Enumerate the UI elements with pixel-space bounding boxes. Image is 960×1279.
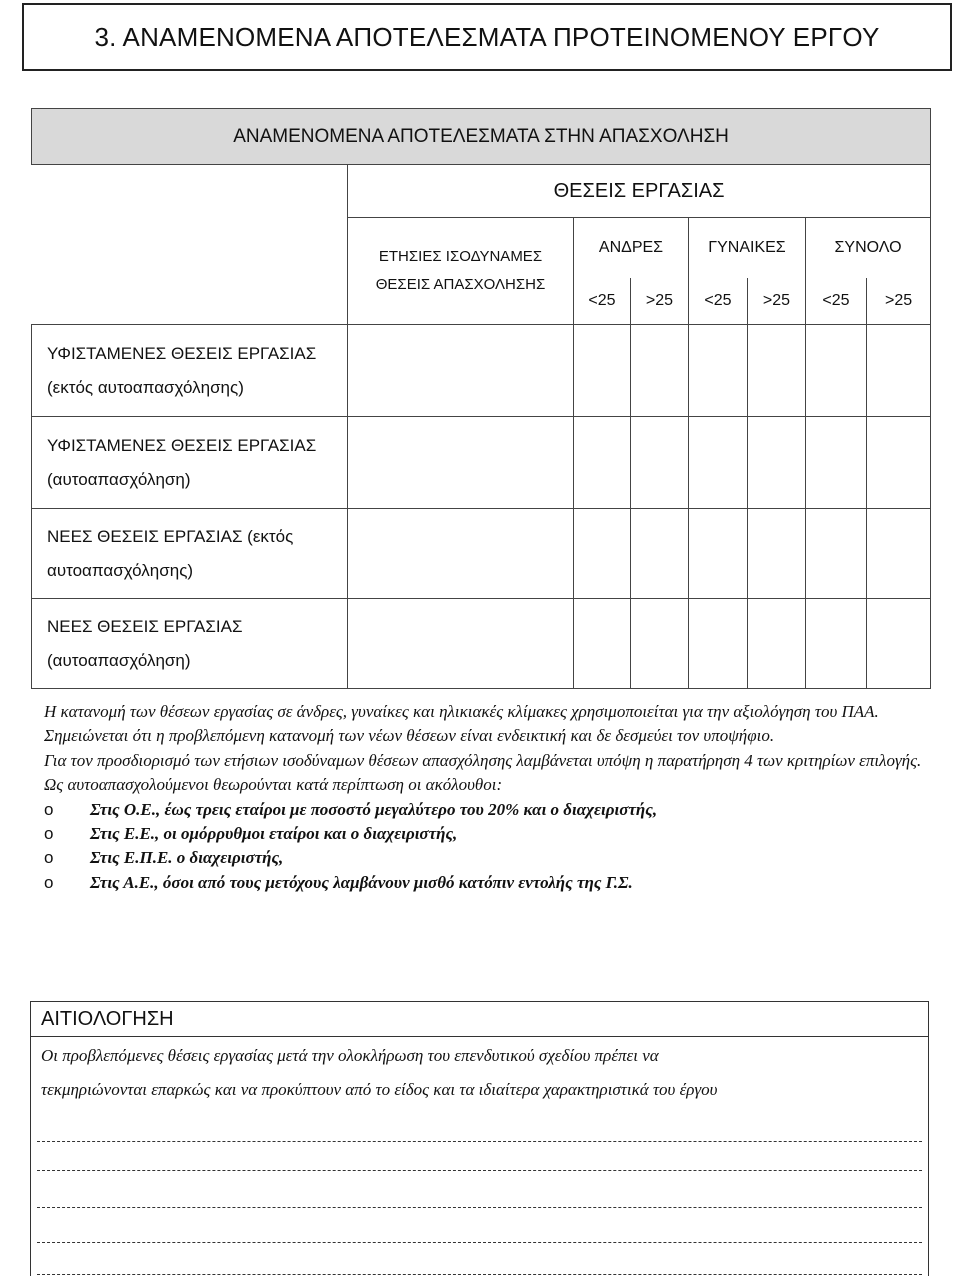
input-cell[interactable] [867,417,931,509]
writing-line[interactable] [37,1170,922,1171]
row-label-new-employees: ΝΕΕΣ ΘΕΣΕΙΣ ΕΡΓΑΣΙΑΣ (εκτός αυτοαπασχόλησης) [32,509,348,599]
blank-cell [32,278,348,325]
input-cell[interactable] [574,417,631,509]
justification-heading: ΑΙΤΙΟΛΟΓΗΣΗ [31,1002,928,1037]
men-under-25: <25 [574,278,631,325]
section-header [22,3,952,71]
section-title: 3. ΑΝΑΜΕΝΟΜΕΝΑ ΑΠΟΤΕΛΕΣΜΑΤΑ ΠΡΟΤΕΙΝΟΜΕΝΟΥ ΕΡΓΟΥ [94,21,880,52]
writing-line[interactable] [37,1141,922,1142]
fte-header-line1: ΕΤΗΣΙΕΣ ΙΣΟΔΥΝΑΜΕΣ [378,248,543,265]
self-employed-list [44,798,949,896]
input-cell[interactable] [574,325,631,417]
input-cell[interactable] [574,509,631,599]
input-cell[interactable] [631,417,689,509]
bullet-mark: o [44,799,54,819]
input-cell[interactable] [348,599,574,689]
input-cell[interactable] [348,325,574,417]
bullet-mark: o [44,848,54,868]
women-over-25: >25 [748,278,806,325]
input-cell[interactable] [574,599,631,689]
list-item: o Στις Ε.Π.Ε. ο διαχειριστής, [44,846,949,870]
note-distribution: Η κατανομή των θέσεων εργασίας σε άνδρες, γυναίκες και ηλικιακές κλίμακες χρησιμοποιείται για την αξιολόγηση του ΠΑΑ. Σημειώνεται ότι η προβλεπόμενη κατανομή των νέων θέσεων είναι ενδεικτική και δε δεσμεύει τον υποψήφιο. [44,702,879,746]
blank-cell [32,165,348,218]
bullet-mark: o [44,872,54,892]
input-cell[interactable] [631,325,689,417]
input-cell[interactable] [867,599,931,689]
group-header-jobs: ΘΕΣΕΙΣ ΕΡΓΑΣΙΑΣ [348,165,931,218]
women-header: ΓΥΝΑΙΚΕΣ [689,218,806,279]
table-title: ΑΝΑΜΕΝΟΜΕΝΑ ΑΠΟΤΕΛΕΣΜΑΤΑ ΣΤΗΝ ΑΠΑΣΧΟΛΗΣΗ [32,109,931,165]
justification-text: Οι προβλεπόμενες θέσεις εργασίας μετά την ολοκλήρωση του επενδυτικού σχεδίου πρέπει να τεκμηριώνονται επαρκώς και να προκύπτουν από το είδος και τα ιδιαίτερα χαρακτηριστικά του έργου [41,1046,718,1099]
note-self-employed-intro: Ως αυτοαπασχολούμενοι θεωρούνται κατά περίπτωση οι ακόλουθοι: [44,775,503,795]
row-label-new-self-employed: ΝΕΕΣ ΘΕΣΕΙΣ ΕΡΓΑΣΙΑΣ (αυτοαπασχόληση) [32,599,348,689]
input-cell[interactable] [631,599,689,689]
input-cell[interactable] [348,509,574,599]
row-label-existing-employees: ΥΦΙΣΤΑΜΕΝΕΣ ΘΕΣΕΙΣ ΕΡΓΑΣΙΑΣ (εκτός αυτοαπασχόλησης) [32,325,348,417]
list-item: o Στις Ε.Ε., οι ομόρρυθμοι εταίροι και ο διαχειριστής, [44,822,949,846]
list-item: o Στις Ο.Ε., έως τρεις εταίροι με ποσοστό μεγαλύτερο του 20% και ο διαχειριστής, [44,798,949,822]
employment-results-table [31,108,931,689]
fte-header-line2: ΘΕΣΕΙΣ ΑΠΑΣΧΟΛΗΣΗΣ [375,276,546,293]
men-header: ΑΝΔΡΕΣ [574,218,689,279]
input-cell[interactable] [348,417,574,509]
men-over-25: >25 [631,278,689,325]
writing-line[interactable] [37,1207,922,1208]
input-cell[interactable] [806,417,867,509]
input-cell[interactable] [806,325,867,417]
input-cell[interactable] [867,325,931,417]
list-item: o Στις Α.Ε., όσοι από τους μετόχους λαμβάνουν μισθό κατόπιν εντολής της Γ.Σ. [44,871,949,895]
input-cell[interactable] [748,509,806,599]
total-over-25: >25 [867,278,931,325]
writing-line[interactable] [37,1274,922,1275]
input-cell[interactable] [689,325,748,417]
input-cell[interactable] [689,417,748,509]
writing-line[interactable] [37,1242,922,1243]
bullet-mark: o [44,824,54,844]
justification-box [30,1001,929,1276]
blank-cell [32,218,348,279]
notes-block [44,700,949,895]
input-cell[interactable] [806,599,867,689]
row-label-existing-self-employed: ΥΦΙΣΤΑΜΕΝΕΣ ΘΕΣΕΙΣ ΕΡΓΑΣΙΑΣ (αυτοαπασχόληση) [32,417,348,509]
input-cell[interactable] [806,509,867,599]
input-cell[interactable] [748,417,806,509]
total-header: ΣΥΝΟΛΟ [806,218,931,279]
women-under-25: <25 [689,278,748,325]
input-cell[interactable] [689,599,748,689]
input-cell[interactable] [748,325,806,417]
input-cell[interactable] [689,509,748,599]
note-fte: Για τον προσδιορισμό των ετήσιων ισοδύναμων θέσεων απασχόλησης λαμβάνεται υπόψη η παρατήρηση 4 των κριτηρίων επιλογής. [44,750,922,770]
input-cell[interactable] [748,599,806,689]
input-cell[interactable] [631,509,689,599]
total-under-25: <25 [806,278,867,325]
input-cell[interactable] [867,509,931,599]
fte-header [348,218,574,325]
